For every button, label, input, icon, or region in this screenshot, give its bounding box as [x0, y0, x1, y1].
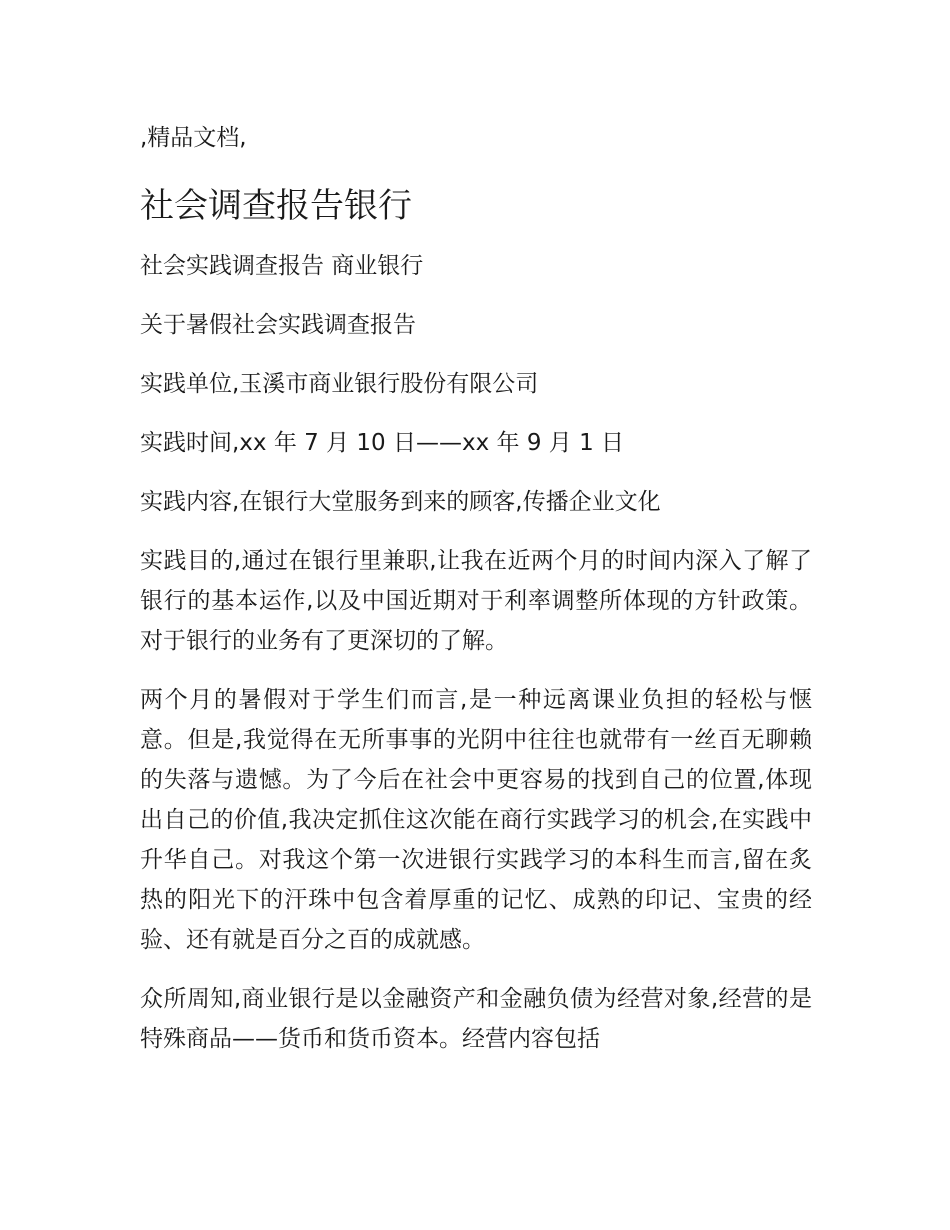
document-title: 社会调查报告银行: [140, 186, 412, 226]
report-heading-line: 关于暑假社会实践调查报告: [140, 312, 416, 338]
practice-unit-line: 实践单位,玉溪市商业银行股份有限公司: [140, 371, 539, 397]
document-body: [140, 118, 812, 1078]
paragraph-purpose: 实践目的,通过在银行里兼职,让我在近两个月的时间内深入了解了银行的基本运作,以及中国近期对于利率调整所体现的方针政策。对于银行的业务有了更深切的了解。: [140, 548, 812, 654]
practice-time-line: 实践时间,xx 年 7 月 10 日——xx 年 9 月 1 日: [140, 430, 625, 456]
header-mark: ,精品文档,: [140, 125, 247, 151]
subtitle-line: 社会实践调查报告 商业银行: [140, 253, 424, 279]
paragraph-summer: 两个月的暑假对于学生们而言,是一种远离课业负担的轻松与惬意。但是,我觉得在无所事事的光阴中往往也就带有一丝百无聊赖的失落与遗憾。为了今后在社会中更容易的找到自己的位置,体现出自己的价值,我决定抓住这次能在商行实践学习的机会,在实践中升华自己。对我这个第一次进银行实践学习的本科生而言,留在炙热的阳光下的汗珠中包含着厚重的记忆、成熟的印记、宝贵的经验、还有就是百分之百的成就感。: [140, 687, 812, 953]
practice-content-line: 实践内容,在银行大堂服务到来的顾客,传播企业文化: [140, 489, 661, 515]
paragraph-bank-intro: 众所周知,商业银行是以金融资产和金融负债为经营对象,经营的是特殊商品——货币和货币资本。经营内容包括: [140, 986, 812, 1052]
